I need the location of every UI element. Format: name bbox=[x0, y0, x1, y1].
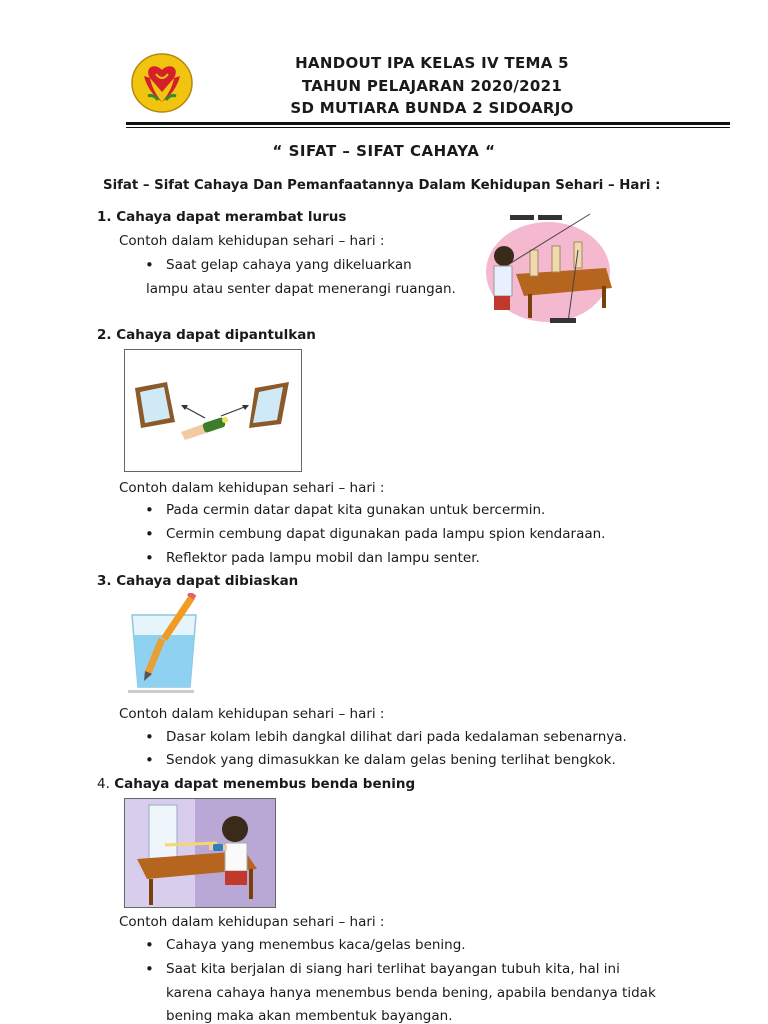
header-divider-thin bbox=[126, 127, 730, 128]
section-3-example-label: Contoh dalam kehidupan sehari – hari : bbox=[119, 706, 385, 722]
header-line-2: TAHUN PELAJARAN 2020/2021 bbox=[301, 77, 563, 95]
section-3-heading bbox=[97, 573, 298, 589]
section-4-heading bbox=[97, 776, 415, 792]
section-2-bullet-1: • Pada cermin datar dapat kita gunakan untuk bercermin. bbox=[166, 502, 545, 518]
section-4-bullet-1: • Cahaya yang menembus kaca/gelas bening. bbox=[166, 937, 466, 953]
header-line-1: HANDOUT IPA KELAS IV TEMA 5 bbox=[295, 54, 569, 72]
section-4-example-label: Contoh dalam kehidupan sehari – hari : bbox=[119, 914, 385, 930]
section-3-bullet-2: • Sendok yang dimasukkan ke dalam gelas bening terlihat bengkok. bbox=[166, 752, 616, 768]
light-straight-line-illustration bbox=[478, 210, 618, 328]
section-1-example-label: Contoh dalam kehidupan sehari – hari : bbox=[119, 233, 385, 249]
section-4-title: Cahaya dapat menembus benda bening bbox=[114, 776, 416, 792]
section-1-heading: 1. Cahaya dapat merambat lurus bbox=[97, 209, 347, 225]
section-4-number: 4. bbox=[97, 776, 110, 792]
section-3-title: Cahaya dapat dibiaskan bbox=[116, 573, 299, 589]
section-3-number: 3. bbox=[97, 573, 112, 589]
header-line-3: SD MUTIARA BUNDA 2 SIDOARJO bbox=[290, 99, 574, 117]
section-4-continuation-1: karena cahaya hanya menembus benda bening, apabila bendanya tidak bbox=[166, 985, 656, 1001]
section-2-heading: 2. Cahaya dapat dipantulkan bbox=[97, 327, 316, 343]
page-title: “ SIFAT – SIFAT CAHAYA “ bbox=[272, 142, 496, 160]
section-2-bullet-3: • Reflektor pada lampu mobil dan lampu senter. bbox=[166, 550, 480, 566]
header-divider-thick bbox=[126, 122, 730, 125]
section-4-bullet-2: • Saat kita berjalan di siang hari terlihat bayangan tubuh kita, hal ini bbox=[166, 961, 620, 977]
light-through-clear-object-illustration bbox=[124, 798, 276, 908]
light-refraction-illustration bbox=[122, 593, 204, 697]
section-2-example-label: Contoh dalam kehidupan sehari – hari : bbox=[119, 480, 385, 496]
section-1-bullet-1: • Saat gelap cahaya yang dikeluarkan bbox=[166, 257, 412, 273]
section-1-continuation: lampu atau senter dapat menerangi ruangan. bbox=[146, 281, 456, 297]
section-2-bullet-2: • Cermin cembung dapat digunakan pada lampu spion kendaraan. bbox=[166, 526, 605, 542]
light-reflection-illustration bbox=[124, 349, 302, 472]
section-4-continuation-2: bening maka akan membentuk bayangan. bbox=[166, 1008, 453, 1024]
section-3-bullet-1: • Dasar kolam lebih dangkal dilihat dari pada kedalaman sebenarnya. bbox=[166, 729, 627, 745]
section-subtitle: Sifat – Sifat Cahaya Dan Pemanfaatannya Dalam Kehidupan Sehari – Hari : bbox=[103, 178, 661, 193]
